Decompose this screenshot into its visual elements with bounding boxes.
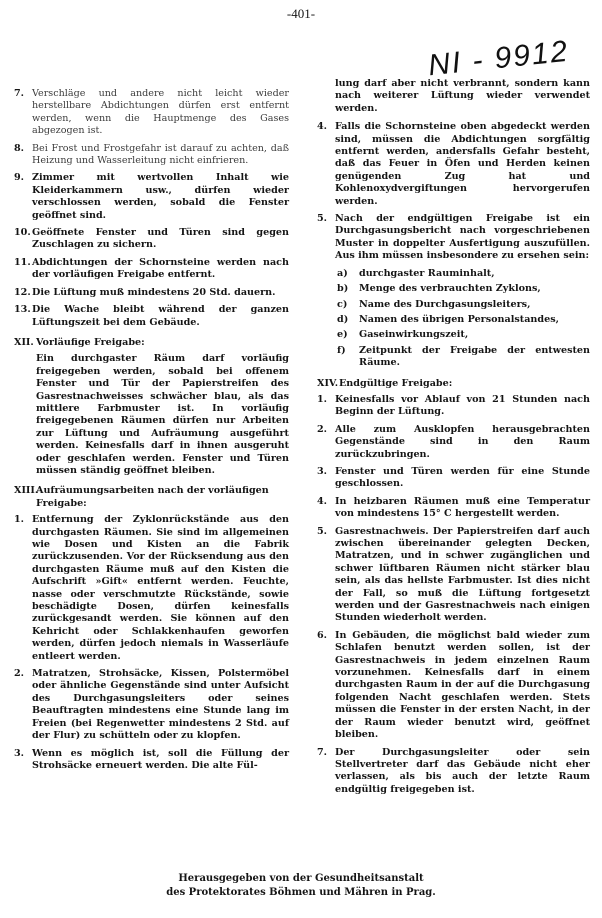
sub-item: [337, 268, 590, 280]
list-item: [317, 394, 590, 419]
list-item: [14, 227, 289, 252]
item-text: Verschläge und andere nicht leicht wieder herstellbare Abdichtungen dürfen erst entfernt werden, wenn die Hauptmenge des Gases abgezogen ist.: [32, 88, 289, 137]
item-text: Nach der endgültigen Freigabe ist ein Durchgasungsbericht nach vorgeschriebenen Muster in doppelter Ausfertigung auszufüllen. Aus ihm müssen insbesondere zu ersehen sein:: [335, 213, 590, 262]
item-text: Die Lüftung muß mindestens 20 Std. dauern.: [32, 286, 276, 298]
list-item: [14, 257, 289, 282]
item-text: Geöffnete Fenster und Türen sind gegen Zuschlagen zu sichern.: [32, 227, 289, 251]
sub-item: [337, 329, 590, 341]
item-text: In heizbaren Räumen muß eine Temperatur von mindestens 15° C hergestellt werden.: [335, 495, 590, 520]
item-number: 6.: [317, 629, 328, 641]
item-text: Falls die Schornsteine oben abgedeckt werden sind, müssen die Abdichtungen sorgfältig entfernt werden, andersfalls Gefahr besteht, daß das Feuer in Öfen und Herden keinen genügenden Zug hat und Kohlenoxydvergiftungen hervorgerufen werden.: [335, 121, 590, 207]
item-number: 10.: [14, 227, 31, 239]
sub-item-letter: c): [337, 298, 348, 310]
list-item: [14, 304, 289, 329]
item-text: Matratzen, Strohsäcke, Kissen, Polstermöbel oder ähnliche Gegenstände sind unter Aufsicht des Durchgasungsleiters oder seines Beauftragten mindestens eine Stunde lang im Freien (bei Regenwetter mindestens 2 Std. auf der Flur) zu schütteln oder zu klopfen.: [32, 668, 289, 742]
item-number: 4.: [317, 121, 328, 133]
item-text: In Gebäuden, die möglichst bald wieder zum Schlafen benutzt werden sollen, ist der Gasrestnachweis in jedem einzelnen Raum vorzunehmen. Keinesfalls darf in einem durchgasten Raum in der auf die Durchgasung folgenden Nacht geschlafen werden. Stets müssen die Fenster in der ersten Nacht, in der der Raum wieder benutzt wird, geöffnet bleiben.: [335, 629, 590, 741]
list-item: [14, 172, 289, 222]
sub-item-letter: a): [337, 267, 348, 279]
item-number: 13.: [14, 304, 31, 316]
section-number: XIV.: [317, 377, 339, 389]
item-number: 3.: [317, 465, 328, 477]
section-heading-xii: [14, 337, 289, 349]
item-text: Abdichtungen der Schornsteine werden nach der vorläufigen Freigabe entfernt.: [32, 256, 289, 281]
list-item: [14, 668, 289, 742]
list-item: [317, 466, 590, 491]
section-title: Vorläufige Freigabe:: [36, 336, 145, 348]
page-number: -401-: [286, 6, 316, 21]
sub-item-text: durchgaster Rauminhalt,: [359, 267, 495, 279]
sub-item-letter: d): [337, 313, 349, 325]
section-heading-xiii: [14, 485, 289, 510]
list-item: [317, 747, 590, 797]
item-text: Bei Frost und Frostgefahr ist darauf zu achten, daß Heizung und Wasserleitung nicht einfrieren.: [32, 142, 289, 167]
list-item: [14, 514, 289, 663]
sub-item-text: Namen des übrigen Personalstandes,: [359, 313, 559, 325]
list-item: [317, 630, 590, 742]
item-number: 11.: [14, 256, 31, 268]
list-item: [14, 287, 289, 299]
item-number: 2.: [317, 423, 328, 435]
right-column: [317, 78, 590, 801]
continuation-text: lung darf aber nicht verbrannt, sondern kann nach weiterer Lüftung wieder verwendet werden.: [335, 78, 590, 114]
item-text: Die Wache bleibt während der ganzen Lüftungszeit bei dem Gebäude.: [32, 304, 289, 328]
list-item: [14, 88, 289, 138]
item-number: 9.: [14, 172, 25, 184]
sub-item: [337, 314, 590, 326]
item-number: 7.: [317, 746, 328, 758]
list-item: [317, 424, 590, 461]
sub-list: [317, 268, 590, 370]
sub-item: [337, 299, 590, 311]
item-text: Gasrestnachweis. Der Papierstreifen darf auch zwischen übereinander gelegten Decken, Matratzen, und in schwer zugänglichen und schwer lüftbaren Räumen nicht stärker blau sein, als das hellste Farbmuster. Ist dies nicht der Fall, so muß die Lüftung fortgesetzt werden und der Gasrestnachweis nach einigen Stunden wiederholt werden.: [335, 525, 590, 624]
sub-item: [337, 345, 590, 370]
item-number: 3.: [14, 747, 25, 759]
left-column: [14, 88, 289, 777]
list-item: [317, 496, 590, 521]
section-number: XIII.: [14, 485, 39, 497]
item-number: 2.: [14, 668, 25, 680]
item-text: Entfernung der Zyklonrückstände aus den durchgasten Räumen. Sie sind im allgemeinen wie Dosen und Kisten an die Fabrik zurückzusenden. Vor der Rücksendung aus den durchgasten Räume muß auf den Kisten die Aufschrift »Gift« entfernt werden. Feuchte, nasse oder verschmutzte Rückstände, sowie beschädigte Dosen, dürfen keinesfalls zurückgesandt werden. Sie können auf den Kehricht oder Schlakkenhaufen geworfen werden, dürfen jedoch niemals in Wasserläufe entleert werden.: [32, 514, 289, 662]
sub-item: [337, 283, 590, 295]
list-item: [14, 143, 289, 168]
section-paragraph: Ein durchgaster Räum darf vorläufig freigegeben werden, sobald bei offenem Fenster und Tür der Papierstreifen des Gasrestnachweisses schwächer blau, als das mittlere Farbmuster ist. In vorläufig freigegebenen Räumen dürfen nur Arbeiten zur Lüftung und Aufräumung ausgeführt werden. Keinesfalls darf in ihnen ausgeruht oder geschlafen werden. Fenster und Türen müssen ständig geöffnet bleiben.: [36, 353, 289, 476]
item-text: Wenn es möglich ist, soll die Füllung der Strohsäcke erneuert werden. Die alte Fül-: [32, 747, 289, 771]
item-number: 7.: [14, 88, 25, 99]
item-number: 8.: [14, 142, 25, 154]
list-item: [14, 748, 289, 773]
footer-line: Herausgegeben von der Gesundheitsanstalt: [178, 873, 424, 884]
item-text: Der Durchgasungsleiter oder sein Stellvertreter darf das Gebäude nicht eher verlassen, als bis auch der letzte Raum endgültig freigegeben ist.: [335, 746, 590, 795]
document-stamp: NI - 9912: [426, 34, 571, 83]
section-title: Aufräumungsarbeiten nach der vorläufigen Freigabe:: [36, 485, 269, 509]
item-number: 12.: [14, 286, 31, 298]
item-number: 1.: [317, 393, 328, 405]
sub-item-text: Zeitpunkt der Freigabe der entwesten Räume.: [359, 344, 590, 369]
sub-item-letter: e): [337, 329, 348, 341]
section-title: Endgültige Freigabe:: [339, 377, 453, 389]
item-number: 1.: [14, 514, 25, 526]
sub-item-text: Name des Durchgasungsleiters,: [359, 298, 531, 310]
sub-item-letter: f): [337, 344, 346, 356]
item-number: 5.: [317, 525, 328, 537]
sub-item-text: Menge des verbrauchten Zyklons,: [359, 283, 541, 295]
list-item: [317, 213, 590, 263]
item-number: 4.: [317, 495, 328, 507]
sub-item-text: Gaseinwirkungszeit,: [359, 329, 469, 341]
item-number: 5.: [317, 213, 328, 225]
item-text: Keinesfalls vor Ablauf von 21 Stunden nach Beginn der Lüftung.: [335, 393, 590, 418]
footer-line: des Protektorates Böhmen und Mähren in Prag.: [166, 887, 436, 898]
list-item: [317, 526, 590, 625]
item-text: Fenster und Türen werden für eine Stunde geschlossen.: [335, 465, 590, 490]
list-item: [317, 121, 590, 208]
sub-item-letter: b): [337, 283, 349, 295]
section-number: XII.: [14, 336, 34, 348]
publisher-footer: [0, 872, 602, 900]
item-text: Zimmer mit wertvollen Inhalt wie Kleiderkammern usw., dürfen wieder verschlossen werden, sobald die Fenster geöffnet sind.: [32, 172, 289, 221]
item-text: Alle zum Ausklopfen herausgebrachten Gegenstände sind in den Raum zurückzubringen.: [335, 423, 590, 460]
section-heading-xiv: [317, 378, 590, 390]
